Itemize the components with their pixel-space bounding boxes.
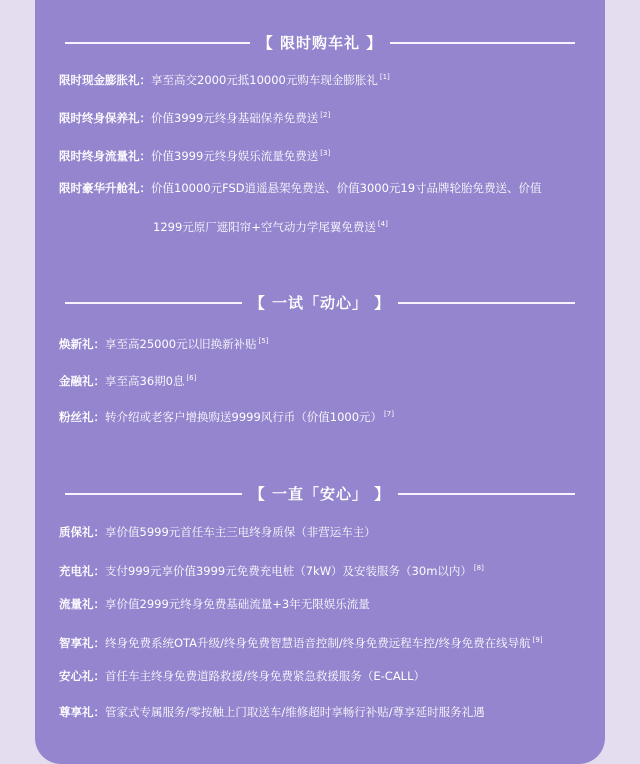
item-text: 转介绍或老客户增换购送9999风行币（价值1000元） [105, 410, 383, 424]
section-title: 【 一直「安心」 】 [242, 483, 398, 504]
section-header [35, 478, 605, 508]
item-label: 金融礼： [59, 374, 105, 388]
item-text: 首任车主终身免费道路救援/终身免费紧急救援服务（E-CALL） [105, 669, 425, 683]
section-title: 【 限时购车礼 】 [250, 32, 390, 53]
item-label: 质保礼： [59, 525, 105, 539]
list-item [59, 403, 585, 428]
list-item [59, 104, 585, 129]
section-peace-of-mind [35, 478, 605, 508]
item-label: 限时终身流量礼： [59, 149, 151, 163]
footnote-ref: [3] [320, 149, 331, 157]
section-try-excite [35, 287, 605, 317]
list-item-continuation [153, 213, 388, 238]
list-item [59, 629, 585, 654]
item-label: 粉丝礼： [59, 410, 105, 424]
footnote-ref: [6] [186, 374, 197, 382]
footnote-ref: [5] [258, 337, 269, 345]
footnote-ref: [4] [377, 220, 388, 228]
item-label: 智享礼： [59, 636, 105, 650]
item-label: 尊享礼： [59, 705, 105, 719]
section-title: 【 一试「动心」 】 [242, 292, 398, 313]
list-item [59, 557, 585, 582]
item-text: 享至高36期0息 [105, 374, 185, 388]
list-item [59, 701, 585, 723]
divider-line [65, 493, 255, 495]
item-label: 限时豪华升舱礼： [59, 181, 151, 195]
footnote-ref: [1] [379, 73, 390, 81]
divider-line [385, 302, 575, 304]
item-text: 价值3999元终身娱乐流量免费送 [151, 149, 319, 163]
item-text: 管家式专属服务/零按触上门取送车/维修超时享畅行补贴/尊享延时服务礼遇 [105, 705, 485, 719]
list-item [59, 177, 585, 199]
item-text: 享至高25000元以旧换新补贴 [105, 337, 257, 351]
footnote-ref: [9] [532, 636, 543, 644]
list-item [59, 367, 585, 392]
footnote-ref: [2] [320, 111, 331, 119]
item-text: 享价值2999元终身免费基础流量+3年无限娱乐流量 [105, 597, 370, 611]
item-text: 价值10000元FSD逍遥悬架免费送、价值3000元19寸品牌轮胎免费送、价值 [151, 181, 542, 195]
promo-card [35, 0, 605, 764]
item-text: 1299元原厂遮阳帘+空气动力学尾翼免费送 [153, 220, 376, 234]
item-label: 限时现金膨胀礼： [59, 73, 151, 87]
item-text: 享价值5999元首任车主三电终身质保（非营运车主） [105, 525, 376, 539]
list-item [59, 521, 585, 543]
divider-line [385, 42, 575, 44]
list-item [59, 142, 585, 167]
section-header [35, 287, 605, 317]
divider-line [65, 302, 255, 304]
footnote-ref: [8] [473, 564, 484, 572]
item-text: 支付999元享价值3999元免费充电桩（7kW）及安装服务（30m以内） [105, 564, 472, 578]
item-text: 价值3999元终身基础保养免费送 [151, 111, 319, 125]
item-label: 焕新礼： [59, 337, 105, 351]
item-text: 享至高交2000元抵10000元购车现金膨胀礼 [151, 73, 378, 87]
item-label: 安心礼： [59, 669, 105, 683]
divider-line [65, 42, 255, 44]
item-label: 限时终身保养礼： [59, 111, 151, 125]
list-item [59, 665, 585, 687]
divider-line [385, 493, 575, 495]
item-label: 流量礼： [59, 597, 105, 611]
footnote-ref: [7] [384, 410, 394, 418]
list-item [59, 66, 585, 91]
list-item [59, 593, 585, 615]
item-label: 充电礼： [59, 564, 105, 578]
section-header [35, 27, 605, 57]
list-item [59, 330, 585, 355]
section-limited-time [35, 27, 605, 57]
item-text: 终身免费系统OTA升级/终身免费智慧语音控制/终身免费远程车控/终身免费在线导航 [105, 636, 531, 650]
